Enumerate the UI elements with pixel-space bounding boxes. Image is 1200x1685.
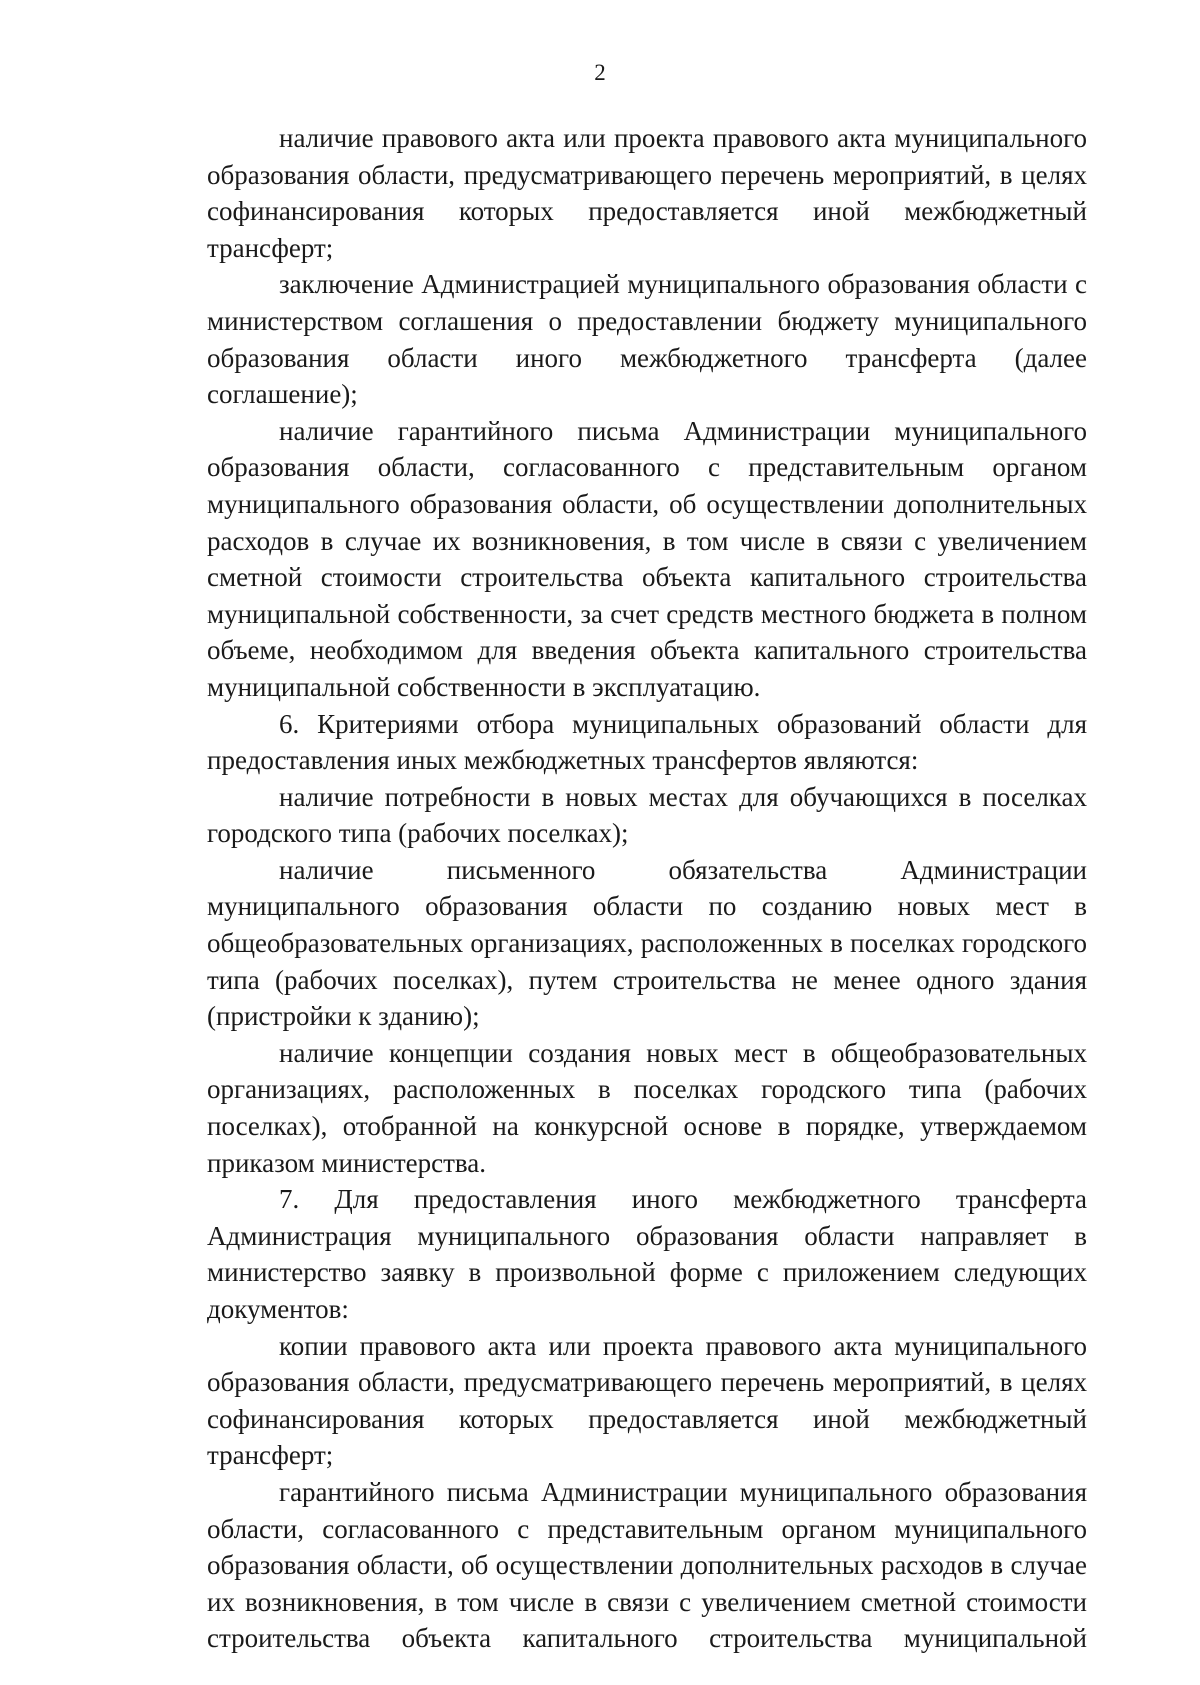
- paragraph-guarantee-letter: наличие гарантийного письма Администрации муниципального образования области, согласованного с представительным органом муниципального образования области, об осуществлении дополнительных расходов в случае их возникновения, в том числе в связи с увеличением сметной стоимости строительства объекта капитального строительства муниципальной собственности, за счет средств местного бюджета в полном объеме, необходимом для введения объекта капитального строительства муниципальной собственности в эксплуатацию.: [207, 415, 1087, 702]
- paragraph-guarantee-letter-copy: гарантийного письма Администрации муниципального образования области, согласованного с представительным органом муниципального образования области, об осуществлении дополнительных расходов в случае их возникновения, в том числе в связи с увеличением сметной стоимости строительства объекта капитального строительства муниципальной: [207, 1476, 1087, 1654]
- paragraph-item-7: 7. Для предоставления иного межбюджетного трансферта Администрация муниципального образования области направляет в министерство заявку в произвольной форме с приложением следующих документов:: [207, 1184, 1087, 1324]
- document-body: [207, 120, 1087, 1657]
- paragraph-agreement: заключение Администрацией муниципального образования области с министерством соглашения о предоставлении бюджету муниципального образования области иного межбюджетного трансферта (далее соглашение);: [207, 269, 1087, 410]
- paragraph-item-6: 6. Критериями отбора муниципальных образований области для предоставления иных межбюджетных трансфертов являются:: [207, 708, 1087, 776]
- paragraph-copy-legal-act: копии правового акта или проекта правового акта муниципального образования области, предусматривающего перечень мероприятий, в целях софинансирования которых предоставляется иной межбюджетный трансферт;: [207, 1330, 1087, 1471]
- page-number: 2: [594, 60, 606, 85]
- paragraph-written-obligation: наличие письменного обязательства Администрации муниципального образования области по созданию новых мест в общеобразовательных организациях, расположенных в поселках городского типа (рабочих поселках), путем строительства не менее одного здания (пристройки к зданию);: [207, 854, 1087, 1032]
- paragraph-legal-act: наличие правового акта или проекта правового акта муниципального образования области, предусматривающего перечень мероприятий, в целях софинансирования которых предоставляется иной межбюджетный трансферт;: [207, 123, 1087, 263]
- paragraph-concept: наличие концепции создания новых мест в общеобразовательных организациях, расположенных в поселках городского типа (рабочих поселках), отобранной на конкурсной основе в порядке, утверждаемом приказом министерства.: [207, 1037, 1087, 1178]
- paragraph-need-new-places: наличие потребности в новых местах для обучающихся в поселках городского типа (рабочих поселках);: [207, 781, 1087, 849]
